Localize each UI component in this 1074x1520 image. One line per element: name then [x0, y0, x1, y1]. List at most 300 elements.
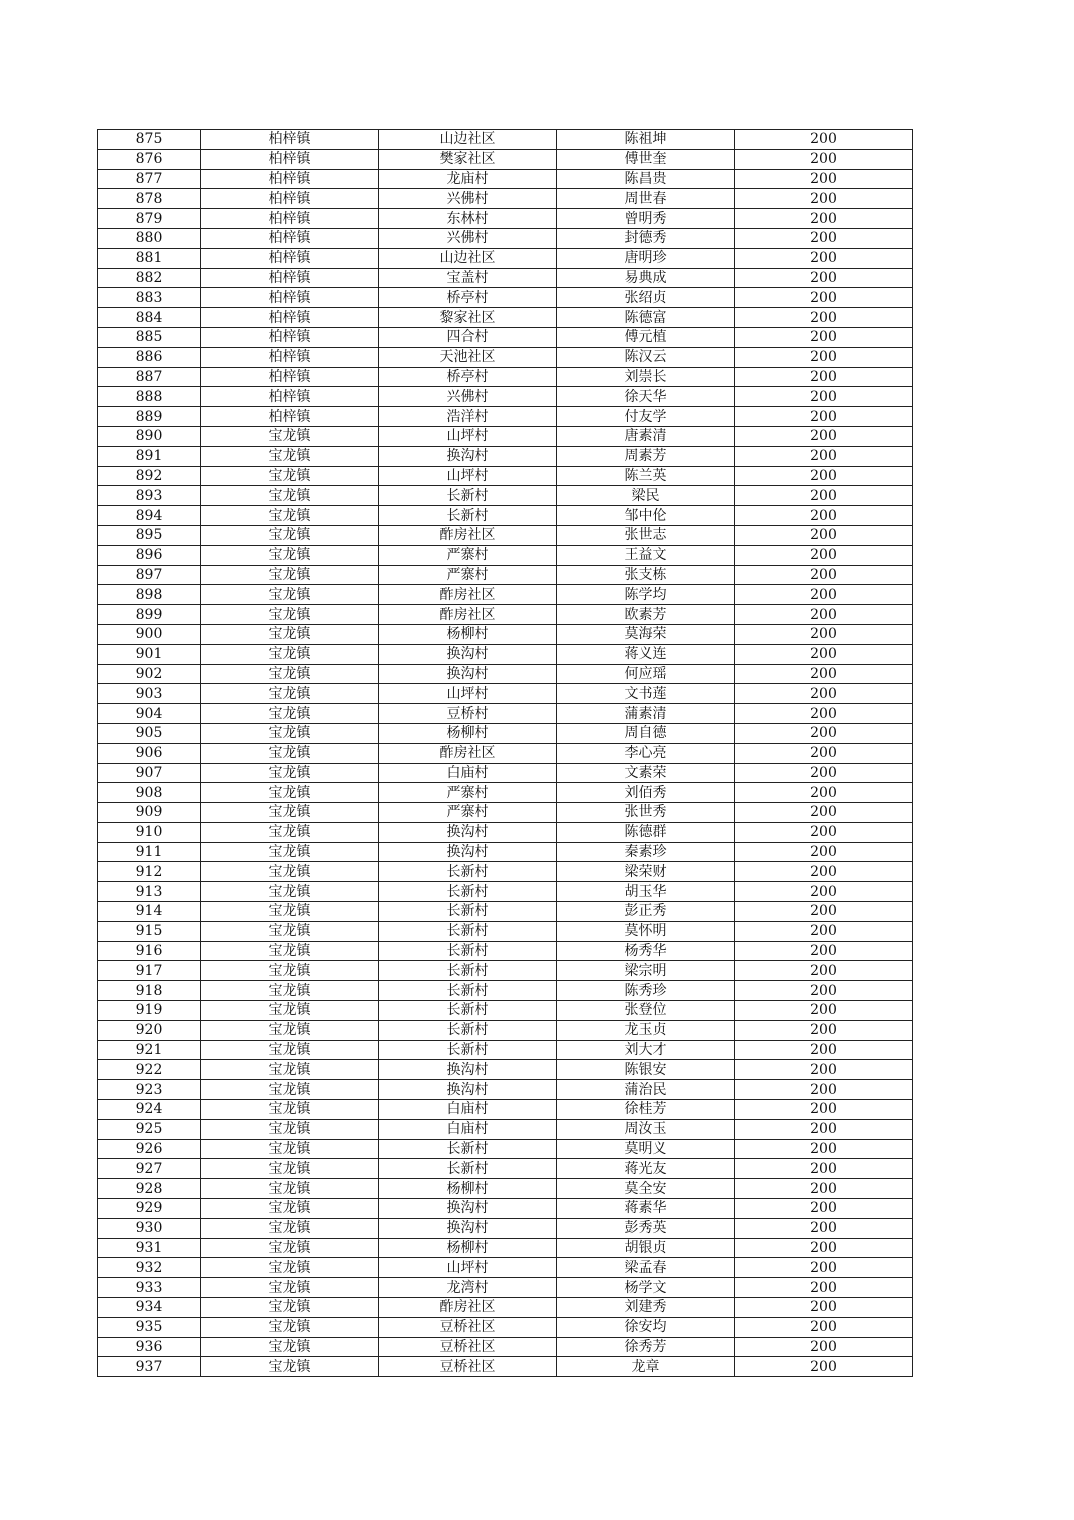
table-row — [98, 149, 913, 169]
amount-cell: 200 — [735, 1278, 913, 1298]
name-cell: 刘建秀 — [557, 1298, 735, 1318]
village-cell: 严寨村 — [379, 545, 557, 565]
amount-cell: 200 — [735, 288, 913, 308]
table-row — [98, 545, 913, 565]
row-number-cell: 898 — [98, 585, 201, 605]
village-cell: 长新村 — [379, 961, 557, 981]
row-number-cell: 923 — [98, 1080, 201, 1100]
table-row — [98, 842, 913, 862]
amount-cell: 200 — [735, 1238, 913, 1258]
name-cell: 陈学均 — [557, 585, 735, 605]
table-row — [98, 248, 913, 268]
town-cell: 柏梓镇 — [201, 130, 379, 150]
row-number-cell: 915 — [98, 921, 201, 941]
town-cell: 宝龙镇 — [201, 783, 379, 803]
town-cell: 柏梓镇 — [201, 228, 379, 248]
amount-cell: 200 — [735, 842, 913, 862]
town-cell: 宝龙镇 — [201, 1060, 379, 1080]
amount-cell: 200 — [735, 1179, 913, 1199]
table-row — [98, 763, 913, 783]
amount-cell: 200 — [735, 1139, 913, 1159]
village-cell: 长新村 — [379, 1040, 557, 1060]
row-number-cell: 878 — [98, 189, 201, 209]
village-cell: 浩洋村 — [379, 407, 557, 427]
table-row — [98, 506, 913, 526]
village-cell: 东林村 — [379, 209, 557, 229]
row-number-cell: 902 — [98, 664, 201, 684]
town-cell: 宝龙镇 — [201, 763, 379, 783]
name-cell: 欧素芳 — [557, 605, 735, 625]
table-row — [98, 565, 913, 585]
table-body — [98, 130, 913, 1377]
row-number-cell: 916 — [98, 941, 201, 961]
village-cell: 山坪村 — [379, 684, 557, 704]
name-cell: 易典成 — [557, 268, 735, 288]
name-cell: 蒋光友 — [557, 1159, 735, 1179]
amount-cell: 200 — [735, 684, 913, 704]
amount-cell: 200 — [735, 486, 913, 506]
town-cell: 宝龙镇 — [201, 1317, 379, 1337]
row-number-cell: 930 — [98, 1218, 201, 1238]
name-cell: 彭正秀 — [557, 902, 735, 922]
amount-cell: 200 — [735, 446, 913, 466]
row-number-cell: 883 — [98, 288, 201, 308]
town-cell: 宝龙镇 — [201, 882, 379, 902]
town-cell: 宝龙镇 — [201, 1139, 379, 1159]
name-cell: 徐安均 — [557, 1317, 735, 1337]
name-cell: 梁孟春 — [557, 1258, 735, 1278]
beneficiary-table — [97, 129, 913, 1377]
row-number-cell: 918 — [98, 981, 201, 1001]
amount-cell: 200 — [735, 1080, 913, 1100]
village-cell: 龙庙村 — [379, 169, 557, 189]
table-row — [98, 1119, 913, 1139]
row-number-cell: 921 — [98, 1040, 201, 1060]
town-cell: 宝龙镇 — [201, 1278, 379, 1298]
name-cell: 刘佰秀 — [557, 783, 735, 803]
town-cell: 宝龙镇 — [201, 644, 379, 664]
town-cell: 宝龙镇 — [201, 585, 379, 605]
name-cell: 陈德富 — [557, 308, 735, 328]
row-number-cell: 906 — [98, 743, 201, 763]
town-cell: 宝龙镇 — [201, 941, 379, 961]
name-cell: 刘崇长 — [557, 367, 735, 387]
town-cell: 宝龙镇 — [201, 1159, 379, 1179]
amount-cell: 200 — [735, 1040, 913, 1060]
village-cell: 严寨村 — [379, 803, 557, 823]
village-cell: 换沟村 — [379, 1080, 557, 1100]
amount-cell: 200 — [735, 961, 913, 981]
name-cell: 周自德 — [557, 723, 735, 743]
town-cell: 宝龙镇 — [201, 466, 379, 486]
town-cell: 宝龙镇 — [201, 1298, 379, 1318]
name-cell: 莫海荣 — [557, 624, 735, 644]
amount-cell: 200 — [735, 130, 913, 150]
table-row — [98, 1020, 913, 1040]
amount-cell: 200 — [735, 308, 913, 328]
name-cell: 徐秀芳 — [557, 1337, 735, 1357]
row-number-cell: 882 — [98, 268, 201, 288]
row-number-cell: 907 — [98, 763, 201, 783]
table-row — [98, 486, 913, 506]
village-cell: 山坪村 — [379, 426, 557, 446]
name-cell: 张绍贞 — [557, 288, 735, 308]
row-number-cell: 897 — [98, 565, 201, 585]
name-cell: 陈汉云 — [557, 347, 735, 367]
table-row — [98, 308, 913, 328]
amount-cell: 200 — [735, 882, 913, 902]
amount-cell: 200 — [735, 862, 913, 882]
town-cell: 柏梓镇 — [201, 248, 379, 268]
name-cell: 周汝玉 — [557, 1119, 735, 1139]
name-cell: 傅元植 — [557, 327, 735, 347]
town-cell: 宝龙镇 — [201, 525, 379, 545]
row-number-cell: 894 — [98, 506, 201, 526]
village-cell: 天池社区 — [379, 347, 557, 367]
village-cell: 豆桥社区 — [379, 1337, 557, 1357]
amount-cell: 200 — [735, 1100, 913, 1120]
amount-cell: 200 — [735, 169, 913, 189]
village-cell: 长新村 — [379, 506, 557, 526]
table-row — [98, 704, 913, 724]
town-cell: 宝龙镇 — [201, 506, 379, 526]
table-row — [98, 1238, 913, 1258]
amount-cell: 200 — [735, 1218, 913, 1238]
amount-cell: 200 — [735, 387, 913, 407]
name-cell: 傅世奎 — [557, 149, 735, 169]
row-number-cell: 935 — [98, 1317, 201, 1337]
name-cell: 张登位 — [557, 1001, 735, 1021]
name-cell: 蒲素清 — [557, 704, 735, 724]
town-cell: 宝龙镇 — [201, 704, 379, 724]
row-number-cell: 926 — [98, 1139, 201, 1159]
name-cell: 梁宗明 — [557, 961, 735, 981]
row-number-cell: 911 — [98, 842, 201, 862]
name-cell: 杨学文 — [557, 1278, 735, 1298]
table-row — [98, 1060, 913, 1080]
row-number-cell: 922 — [98, 1060, 201, 1080]
town-cell: 宝龙镇 — [201, 545, 379, 565]
amount-cell: 200 — [735, 268, 913, 288]
amount-cell: 200 — [735, 189, 913, 209]
town-cell: 柏梓镇 — [201, 327, 379, 347]
name-cell: 陈德群 — [557, 822, 735, 842]
name-cell: 封德秀 — [557, 228, 735, 248]
amount-cell: 200 — [735, 763, 913, 783]
town-cell: 柏梓镇 — [201, 407, 379, 427]
name-cell: 梁荣财 — [557, 862, 735, 882]
name-cell: 唐素清 — [557, 426, 735, 446]
table-row — [98, 644, 913, 664]
town-cell: 宝龙镇 — [201, 1218, 379, 1238]
table-row — [98, 288, 913, 308]
row-number-cell: 937 — [98, 1357, 201, 1377]
row-number-cell: 881 — [98, 248, 201, 268]
town-cell: 柏梓镇 — [201, 367, 379, 387]
village-cell: 山边社区 — [379, 130, 557, 150]
amount-cell: 200 — [735, 466, 913, 486]
row-number-cell: 914 — [98, 902, 201, 922]
amount-cell: 200 — [735, 783, 913, 803]
table-row — [98, 426, 913, 446]
village-cell: 豆桥社区 — [379, 1357, 557, 1377]
row-number-cell: 931 — [98, 1238, 201, 1258]
amount-cell: 200 — [735, 545, 913, 565]
table-row — [98, 664, 913, 684]
name-cell: 蒋素华 — [557, 1199, 735, 1219]
village-cell: 山坪村 — [379, 1258, 557, 1278]
table-row — [98, 684, 913, 704]
village-cell: 长新村 — [379, 1139, 557, 1159]
amount-cell: 200 — [735, 1001, 913, 1021]
name-cell: 周素芳 — [557, 446, 735, 466]
row-number-cell: 875 — [98, 130, 201, 150]
amount-cell: 200 — [735, 664, 913, 684]
village-cell: 龙湾村 — [379, 1278, 557, 1298]
table-row — [98, 466, 913, 486]
name-cell: 胡银贞 — [557, 1238, 735, 1258]
village-cell: 换沟村 — [379, 1060, 557, 1080]
village-cell: 酢房社区 — [379, 605, 557, 625]
table-row — [98, 268, 913, 288]
name-cell: 龙玉贞 — [557, 1020, 735, 1040]
name-cell: 杨秀华 — [557, 941, 735, 961]
amount-cell: 200 — [735, 1199, 913, 1219]
row-number-cell: 892 — [98, 466, 201, 486]
village-cell: 豆桥社区 — [379, 1317, 557, 1337]
table-row — [98, 822, 913, 842]
row-number-cell: 904 — [98, 704, 201, 724]
amount-cell: 200 — [735, 149, 913, 169]
village-cell: 长新村 — [379, 981, 557, 1001]
row-number-cell: 886 — [98, 347, 201, 367]
name-cell: 唐明珍 — [557, 248, 735, 268]
town-cell: 柏梓镇 — [201, 288, 379, 308]
village-cell: 长新村 — [379, 1020, 557, 1040]
row-number-cell: 876 — [98, 149, 201, 169]
town-cell: 宝龙镇 — [201, 1357, 379, 1377]
amount-cell: 200 — [735, 803, 913, 823]
town-cell: 宝龙镇 — [201, 961, 379, 981]
town-cell: 宝龙镇 — [201, 565, 379, 585]
village-cell: 长新村 — [379, 1159, 557, 1179]
name-cell: 曾明秀 — [557, 209, 735, 229]
name-cell: 刘大才 — [557, 1040, 735, 1060]
town-cell: 宝龙镇 — [201, 605, 379, 625]
name-cell: 蒲治民 — [557, 1080, 735, 1100]
table-row — [98, 981, 913, 1001]
village-cell: 桥亭村 — [379, 367, 557, 387]
row-number-cell: 917 — [98, 961, 201, 981]
row-number-cell: 903 — [98, 684, 201, 704]
amount-cell: 200 — [735, 921, 913, 941]
table-row — [98, 961, 913, 981]
town-cell: 柏梓镇 — [201, 308, 379, 328]
town-cell: 宝龙镇 — [201, 1001, 379, 1021]
village-cell: 长新村 — [379, 486, 557, 506]
row-number-cell: 888 — [98, 387, 201, 407]
table-row — [98, 624, 913, 644]
village-cell: 长新村 — [379, 1001, 557, 1021]
table-row — [98, 1357, 913, 1377]
village-cell: 黎家社区 — [379, 308, 557, 328]
village-cell: 白庙村 — [379, 1100, 557, 1120]
table-row — [98, 1080, 913, 1100]
row-number-cell: 919 — [98, 1001, 201, 1021]
name-cell: 陈昌贵 — [557, 169, 735, 189]
amount-cell: 200 — [735, 1159, 913, 1179]
row-number-cell: 910 — [98, 822, 201, 842]
village-cell: 樊家社区 — [379, 149, 557, 169]
row-number-cell: 900 — [98, 624, 201, 644]
village-cell: 换沟村 — [379, 644, 557, 664]
table-row — [98, 1139, 913, 1159]
town-cell: 柏梓镇 — [201, 169, 379, 189]
table-row — [98, 1001, 913, 1021]
town-cell: 宝龙镇 — [201, 1258, 379, 1278]
village-cell: 换沟村 — [379, 446, 557, 466]
village-cell: 桥亭村 — [379, 288, 557, 308]
village-cell: 严寨村 — [379, 783, 557, 803]
table-row — [98, 1040, 913, 1060]
village-cell: 杨柳村 — [379, 1238, 557, 1258]
village-cell: 山坪村 — [379, 466, 557, 486]
name-cell: 彭秀英 — [557, 1218, 735, 1238]
village-cell: 长新村 — [379, 921, 557, 941]
town-cell: 柏梓镇 — [201, 347, 379, 367]
town-cell: 宝龙镇 — [201, 486, 379, 506]
name-cell: 陈银安 — [557, 1060, 735, 1080]
name-cell: 李心亮 — [557, 743, 735, 763]
name-cell: 莫怀明 — [557, 921, 735, 941]
table-row — [98, 446, 913, 466]
row-number-cell: 929 — [98, 1199, 201, 1219]
table-row — [98, 803, 913, 823]
amount-cell: 200 — [735, 525, 913, 545]
name-cell: 张世秀 — [557, 803, 735, 823]
table-row — [98, 1179, 913, 1199]
name-cell: 龙章 — [557, 1357, 735, 1377]
town-cell: 宝龙镇 — [201, 1238, 379, 1258]
row-number-cell: 934 — [98, 1298, 201, 1318]
table-row — [98, 605, 913, 625]
amount-cell: 200 — [735, 426, 913, 446]
name-cell: 胡玉华 — [557, 882, 735, 902]
amount-cell: 200 — [735, 585, 913, 605]
village-cell: 换沟村 — [379, 842, 557, 862]
row-number-cell: 887 — [98, 367, 201, 387]
table-row — [98, 525, 913, 545]
table-row — [98, 1317, 913, 1337]
village-cell: 山边社区 — [379, 248, 557, 268]
amount-cell: 200 — [735, 902, 913, 922]
town-cell: 柏梓镇 — [201, 189, 379, 209]
row-number-cell: 909 — [98, 803, 201, 823]
name-cell: 蒋义连 — [557, 644, 735, 664]
amount-cell: 200 — [735, 644, 913, 664]
row-number-cell: 879 — [98, 209, 201, 229]
table-row — [98, 783, 913, 803]
row-number-cell: 880 — [98, 228, 201, 248]
amount-cell: 200 — [735, 941, 913, 961]
name-cell: 梁民 — [557, 486, 735, 506]
amount-cell: 200 — [735, 1337, 913, 1357]
amount-cell: 200 — [735, 723, 913, 743]
amount-cell: 200 — [735, 822, 913, 842]
amount-cell: 200 — [735, 1298, 913, 1318]
table-row — [98, 130, 913, 150]
table-row — [98, 921, 913, 941]
village-cell: 杨柳村 — [379, 723, 557, 743]
name-cell: 付友学 — [557, 407, 735, 427]
town-cell: 宝龙镇 — [201, 822, 379, 842]
row-number-cell: 890 — [98, 426, 201, 446]
town-cell: 宝龙镇 — [201, 921, 379, 941]
row-number-cell: 920 — [98, 1020, 201, 1040]
name-cell: 秦素珍 — [557, 842, 735, 862]
table-row — [98, 189, 913, 209]
name-cell: 文书莲 — [557, 684, 735, 704]
row-number-cell: 891 — [98, 446, 201, 466]
amount-cell: 200 — [735, 1317, 913, 1337]
village-cell: 豆桥村 — [379, 704, 557, 724]
row-number-cell: 901 — [98, 644, 201, 664]
village-cell: 换沟村 — [379, 1218, 557, 1238]
town-cell: 宝龙镇 — [201, 981, 379, 1001]
table-row — [98, 327, 913, 347]
name-cell: 何应瑶 — [557, 664, 735, 684]
town-cell: 柏梓镇 — [201, 387, 379, 407]
village-cell: 兴佛村 — [379, 189, 557, 209]
row-number-cell: 899 — [98, 605, 201, 625]
row-number-cell: 895 — [98, 525, 201, 545]
amount-cell: 200 — [735, 367, 913, 387]
town-cell: 宝龙镇 — [201, 1020, 379, 1040]
amount-cell: 200 — [735, 1357, 913, 1377]
amount-cell: 200 — [735, 1060, 913, 1080]
name-cell: 邹中伦 — [557, 506, 735, 526]
row-number-cell: 889 — [98, 407, 201, 427]
amount-cell: 200 — [735, 347, 913, 367]
town-cell: 宝龙镇 — [201, 1119, 379, 1139]
village-cell: 酢房社区 — [379, 525, 557, 545]
village-cell: 酢房社区 — [379, 585, 557, 605]
table-row — [98, 1199, 913, 1219]
table-row — [98, 1278, 913, 1298]
row-number-cell: 908 — [98, 783, 201, 803]
amount-cell: 200 — [735, 1258, 913, 1278]
row-number-cell: 928 — [98, 1179, 201, 1199]
table-row — [98, 209, 913, 229]
town-cell: 宝龙镇 — [201, 1199, 379, 1219]
row-number-cell: 884 — [98, 308, 201, 328]
village-cell: 酢房社区 — [379, 743, 557, 763]
town-cell: 宝龙镇 — [201, 446, 379, 466]
town-cell: 宝龙镇 — [201, 1100, 379, 1120]
village-cell: 长新村 — [379, 862, 557, 882]
table-row — [98, 407, 913, 427]
row-number-cell: 896 — [98, 545, 201, 565]
amount-cell: 200 — [735, 704, 913, 724]
village-cell: 长新村 — [379, 902, 557, 922]
table-row — [98, 585, 913, 605]
village-cell: 杨柳村 — [379, 624, 557, 644]
village-cell: 宝盖村 — [379, 268, 557, 288]
table-row — [98, 1218, 913, 1238]
table-row — [98, 1337, 913, 1357]
town-cell: 柏梓镇 — [201, 149, 379, 169]
village-cell: 白庙村 — [379, 1119, 557, 1139]
